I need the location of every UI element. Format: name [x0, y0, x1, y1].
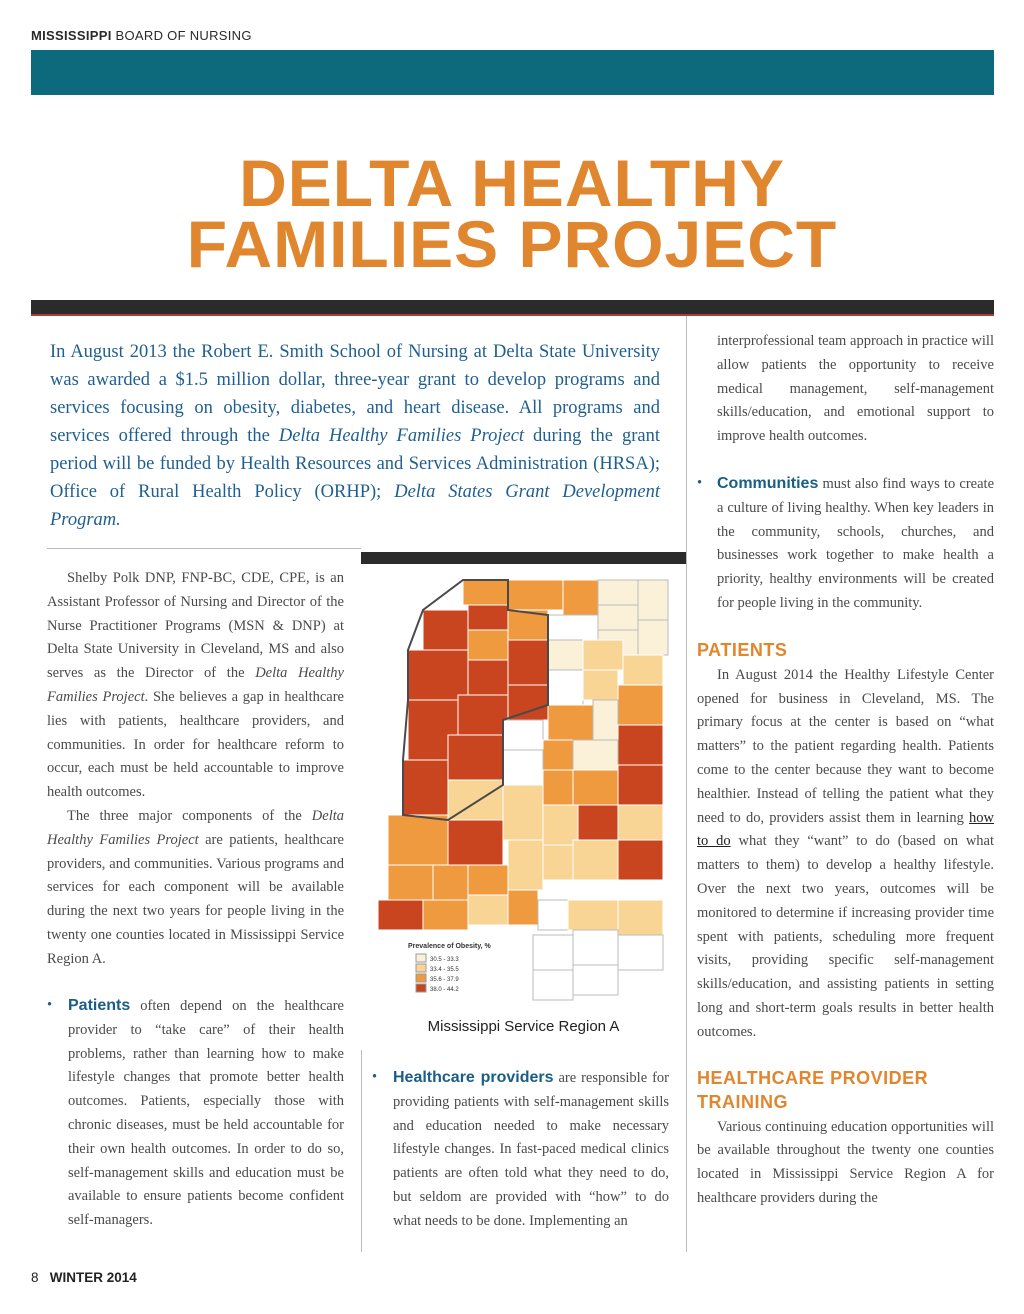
bullet-dot: •: [47, 997, 53, 1013]
legend-label: 33.4 - 35.5: [430, 967, 459, 973]
components-text-2: are patients, healthcare providers, and communities. Various programs and services for each component will be available during the next two years for people living in the twenty one counties located in Mississippi Service Region A.: [47, 831, 344, 967]
bullet-dot: •: [697, 474, 703, 491]
providers-bullet: [372, 1066, 669, 1234]
intro-program-name: Delta States Grant Development Program.: [50, 482, 660, 530]
author-text-2: . She believes a gap in healthcare lies with patients, healthcare providers, and communities. In order for healthcare reform to occur, each must be held accountable to improve health outcomes.: [47, 688, 344, 801]
title-rule-accent: [31, 314, 994, 316]
page-number: 8: [31, 1270, 39, 1285]
map-legend: [408, 943, 492, 950]
patients-paragraph: [697, 664, 994, 1045]
components-paragraph: [47, 805, 344, 972]
communities-bullet: [697, 472, 994, 616]
how-to-do-emphasis: how to do: [697, 809, 994, 850]
legend-label: 35.6 - 37.9: [430, 977, 459, 983]
patients-bullet: [47, 994, 344, 1233]
legend-swatch: [416, 984, 426, 992]
training-paragraph: Various continuing education opportunities will be available throughout the twenty one counties located in Mississippi Service Region A for healthcare providers during the: [697, 1118, 994, 1206]
legend-title: Prevalence of Obesity, %: [408, 943, 491, 950]
training-heading-line-2: TRAINING: [697, 1091, 788, 1112]
intro-text-2: during the grant period will be funded by Health Resources and Services Administration (HRSA); Office of Rural Health Policy (ORHP);: [50, 426, 660, 502]
components-project-name: Delta Healthy Families Project: [47, 807, 344, 848]
bullet-dot: •: [372, 1069, 378, 1085]
legend-swatch: [416, 954, 426, 962]
legend-swatch: [416, 974, 426, 982]
legend-items: [416, 954, 459, 993]
header-brand-bold: MISSISSIPPI: [31, 28, 112, 43]
header-brand-rest: BOARD OF NURSING: [115, 28, 252, 43]
right-column: [697, 330, 994, 1211]
providers-bullet-head: Healthcare providers: [393, 1069, 554, 1086]
providers-bullet-text: are responsible for providing patients with self-management skills and education needed to make necessary lifestyle changes. In fast-paced medical clinics patients are often told what they need to do, but seldom are provided with “how” to do what needs to be done. Implementing an: [393, 1070, 669, 1229]
title-rule: [31, 300, 994, 314]
publication-header: [31, 28, 252, 43]
author-project-name: Delta Healthy Families Project: [47, 665, 344, 705]
training-heading-line-1: HEALTHCARE PROVIDER: [697, 1067, 929, 1088]
communities-bullet-text: must also find ways to create a culture of living healthy. When key leaders in the community, schools, churches, and businesses work together to make health a priority, healthy environments will be created for people living in the community.: [717, 475, 994, 611]
author-text-1: Shelby Polk DNP, FNP-BC, CDE, CPE, is an Assistant Professor of Nursing and Director of the Nurse Practitioner Programs (MSN & DNP) at Delta State University in Cleveland, MS and also serves as the Director of the: [47, 570, 344, 682]
issue-label: WINTER 2014: [49, 1270, 137, 1285]
map-caption: Mississippi Service Region A: [427, 1018, 620, 1035]
county-shapes: [378, 580, 668, 1000]
patients-bullet-text: often depend on the healthcare provider to “take care” of their health problems, rather than learning how to make lifestyle changes that promote better health outcomes. Patients, especially those with chronic diseases, must be held accountable for their own health outcomes. In order to do so, self-management skills and education must be available to ensure patients become confident self-managers.: [68, 998, 344, 1229]
intro-paragraph: [50, 338, 660, 534]
intro-divider: [47, 548, 361, 549]
title-line-1: DELTA HEALTHY: [239, 146, 785, 220]
header-banner: [31, 50, 994, 95]
column-divider-left: [361, 1050, 362, 1252]
patients-heading: PATIENTS: [697, 639, 788, 660]
region-map: [368, 570, 678, 1010]
map-header-bar: [361, 552, 686, 564]
patients-text-1: In August 2014 the Healthy Lifestyle Center opened for business in Cleveland, MS. The primary focus at the center is based on “what matters” to the patient regarding health. Patients come to the center because they want to become healthier. Instead of telling the patient what they need to do, providers assist them in learning: [697, 666, 994, 826]
intro-text-1: In August 2013 the Robert E. Smith School of Nursing at Delta State University was awarded a $1.5 million dollar, three-year grant to develop programs and services focusing on obesity, diabetes, and heart disease. All programs and services offered through the: [50, 342, 660, 446]
title-line-2: FAMILIES PROJECT: [186, 207, 838, 281]
column-divider-right: [686, 316, 687, 1252]
left-column: [47, 567, 344, 972]
intro-project-name: Delta Healthy Families Project: [278, 426, 525, 446]
legend-swatch: [416, 964, 426, 972]
communities-bullet-head: Communities: [717, 474, 819, 492]
patients-bullet-head: Patients: [68, 997, 131, 1014]
patients-text-2: what they “want” to do (based on what matters to them) to develop a healthy lifestyle. Over the next two years, outcomes will be monitored to determine if increasing provider time spent with patients, scheduling more frequent visits, providing specific self-management skills/education, and assisting patients in setting long and short-term goals results in better health outcomes.: [697, 833, 995, 1040]
author-paragraph: [47, 567, 344, 805]
legend-label: 38.0 - 44.2: [430, 987, 459, 993]
legend-label: 30.5 - 33.3: [430, 957, 459, 963]
components-text-1: The three major components of the: [67, 807, 312, 824]
interprofessional-paragraph: interprofessional team approach in practice will allow patients the opportunity to receive medical management, self-management skills/education, and emotional support to improve health outcomes.: [717, 333, 994, 445]
page-footer: [31, 1270, 137, 1285]
